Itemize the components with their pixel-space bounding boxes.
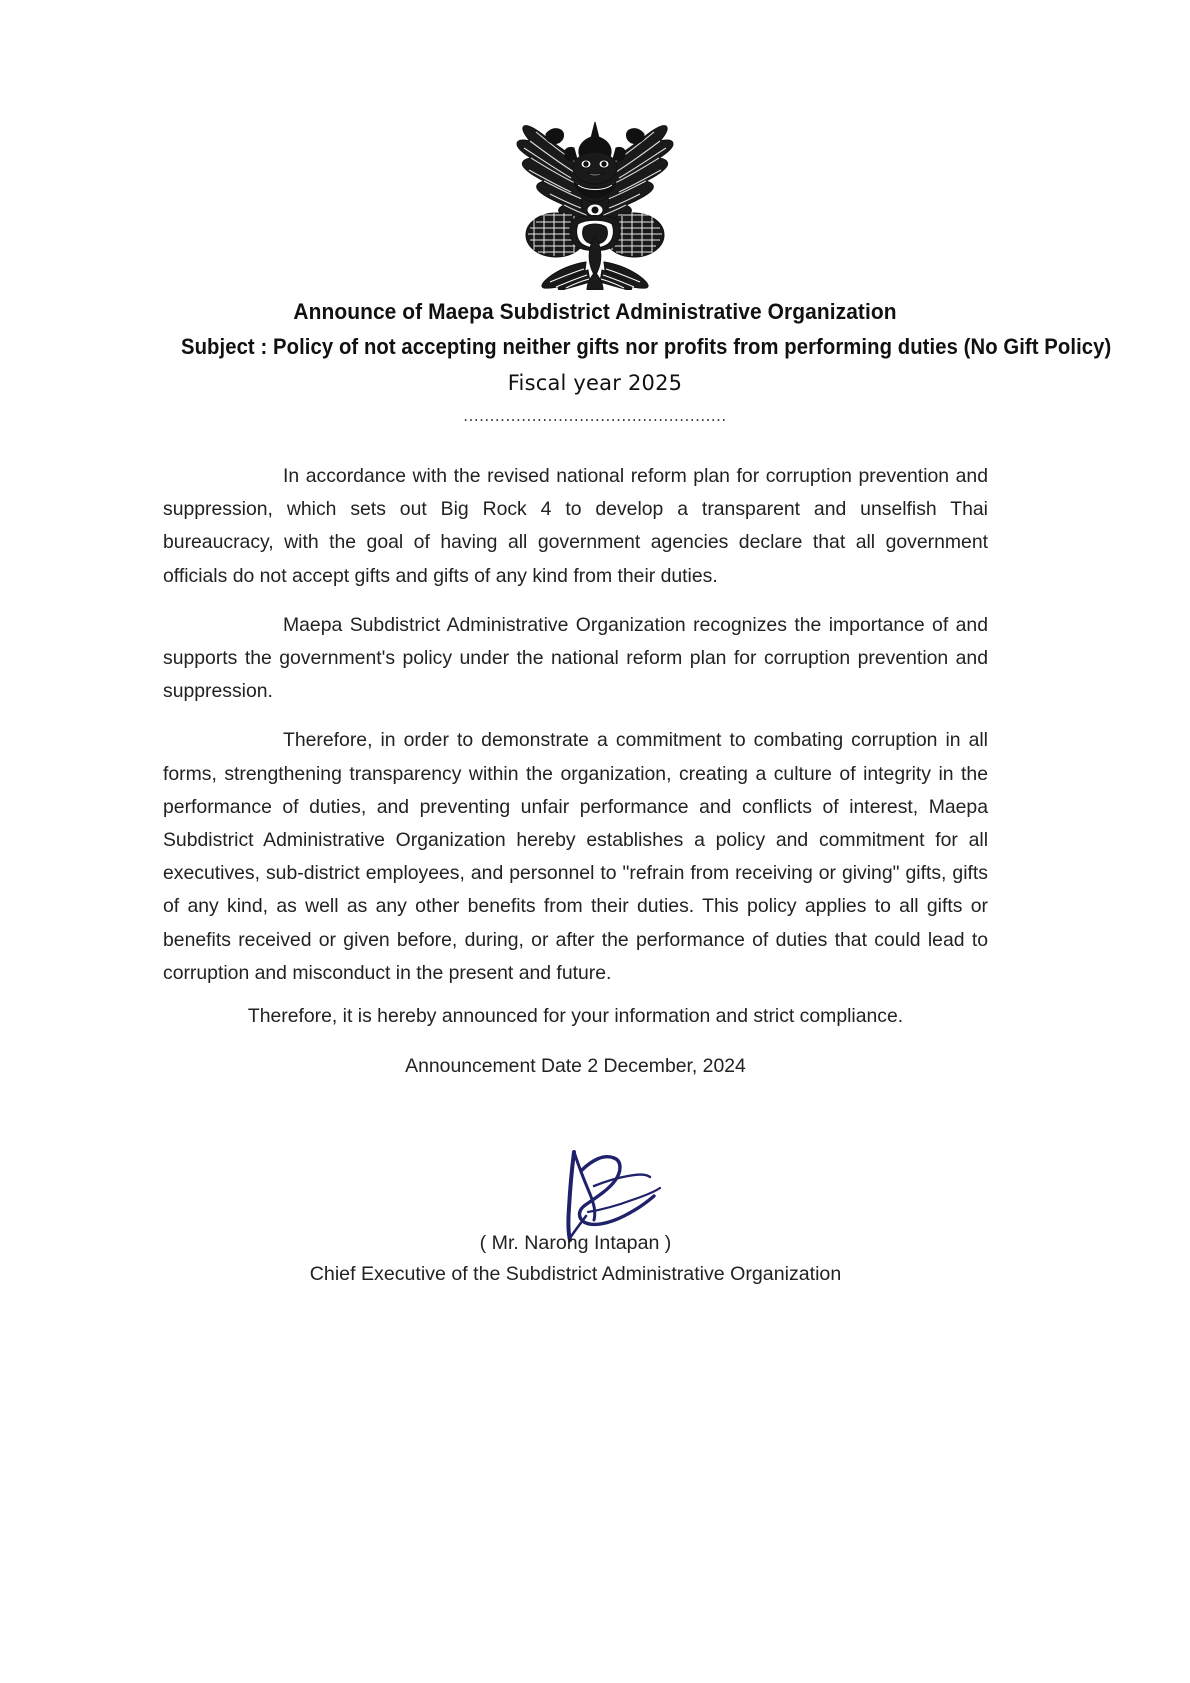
paragraph-3: Therefore, in order to demonstrate a commitment to combating corruption in all forms, strengthening transparency within the organization, creating a culture of integrity in the performance of duties, and preventing unfair performance and conflicts of interest, Maepa Subdistrict Administrative Organization hereby establishes a policy and commitment for all executives, sub-district employees, and personnel to "refrain from receiving or giving" gifts, gifts of any kind, as well as any other benefits from their duties. This policy applies to all gifts or benefits received or given before, during, or after the performance of duties that could lead to corruption and misconduct in the present and future.	[163, 729, 988, 984]
signer-block	[163, 1228, 988, 1290]
emblem-container	[0, 112, 1190, 290]
announcement-date: Announcement Date 2 December, 2024	[405, 1055, 746, 1077]
closing-line: Therefore, it is hereby announced for your information and strict compliance.	[247, 1005, 904, 1027]
document-headings	[135, 295, 1112, 425]
signer-title: Chief Executive of the Subdistrict Administrative Organization	[309, 1263, 842, 1285]
paragraph-2: Maepa Subdistrict Administrative Organization recognizes the importance of and supports the government's policy under the national reform plan for corruption prevention and suppression.	[163, 613, 988, 703]
paragraph-1: In accordance with the revised national reform plan for corruption prevention and suppression, which sets out Big Rock 4 to develop a transparent and unselfish Thai bureaucracy, with the goal of having all government agencies declare that all government officials do not accept gifts and gifts of any kind from their duties.	[163, 465, 988, 587]
heading-announce: Announce of Maepa Subdistrict Administrative Organization	[293, 299, 897, 324]
heading-fiscal-year: Fiscal year 2025	[507, 371, 683, 395]
document-body	[163, 460, 988, 990]
heading-subject: Subject : Policy of not accepting neither gifts nor profits from performing duties (No Gift Policy)	[181, 334, 1112, 359]
signer-name: ( Mr. Narong Intapan )	[479, 1232, 672, 1254]
thai-garuda-emblem	[474, 112, 716, 290]
dotted-separator: ..................................................	[463, 407, 727, 425]
